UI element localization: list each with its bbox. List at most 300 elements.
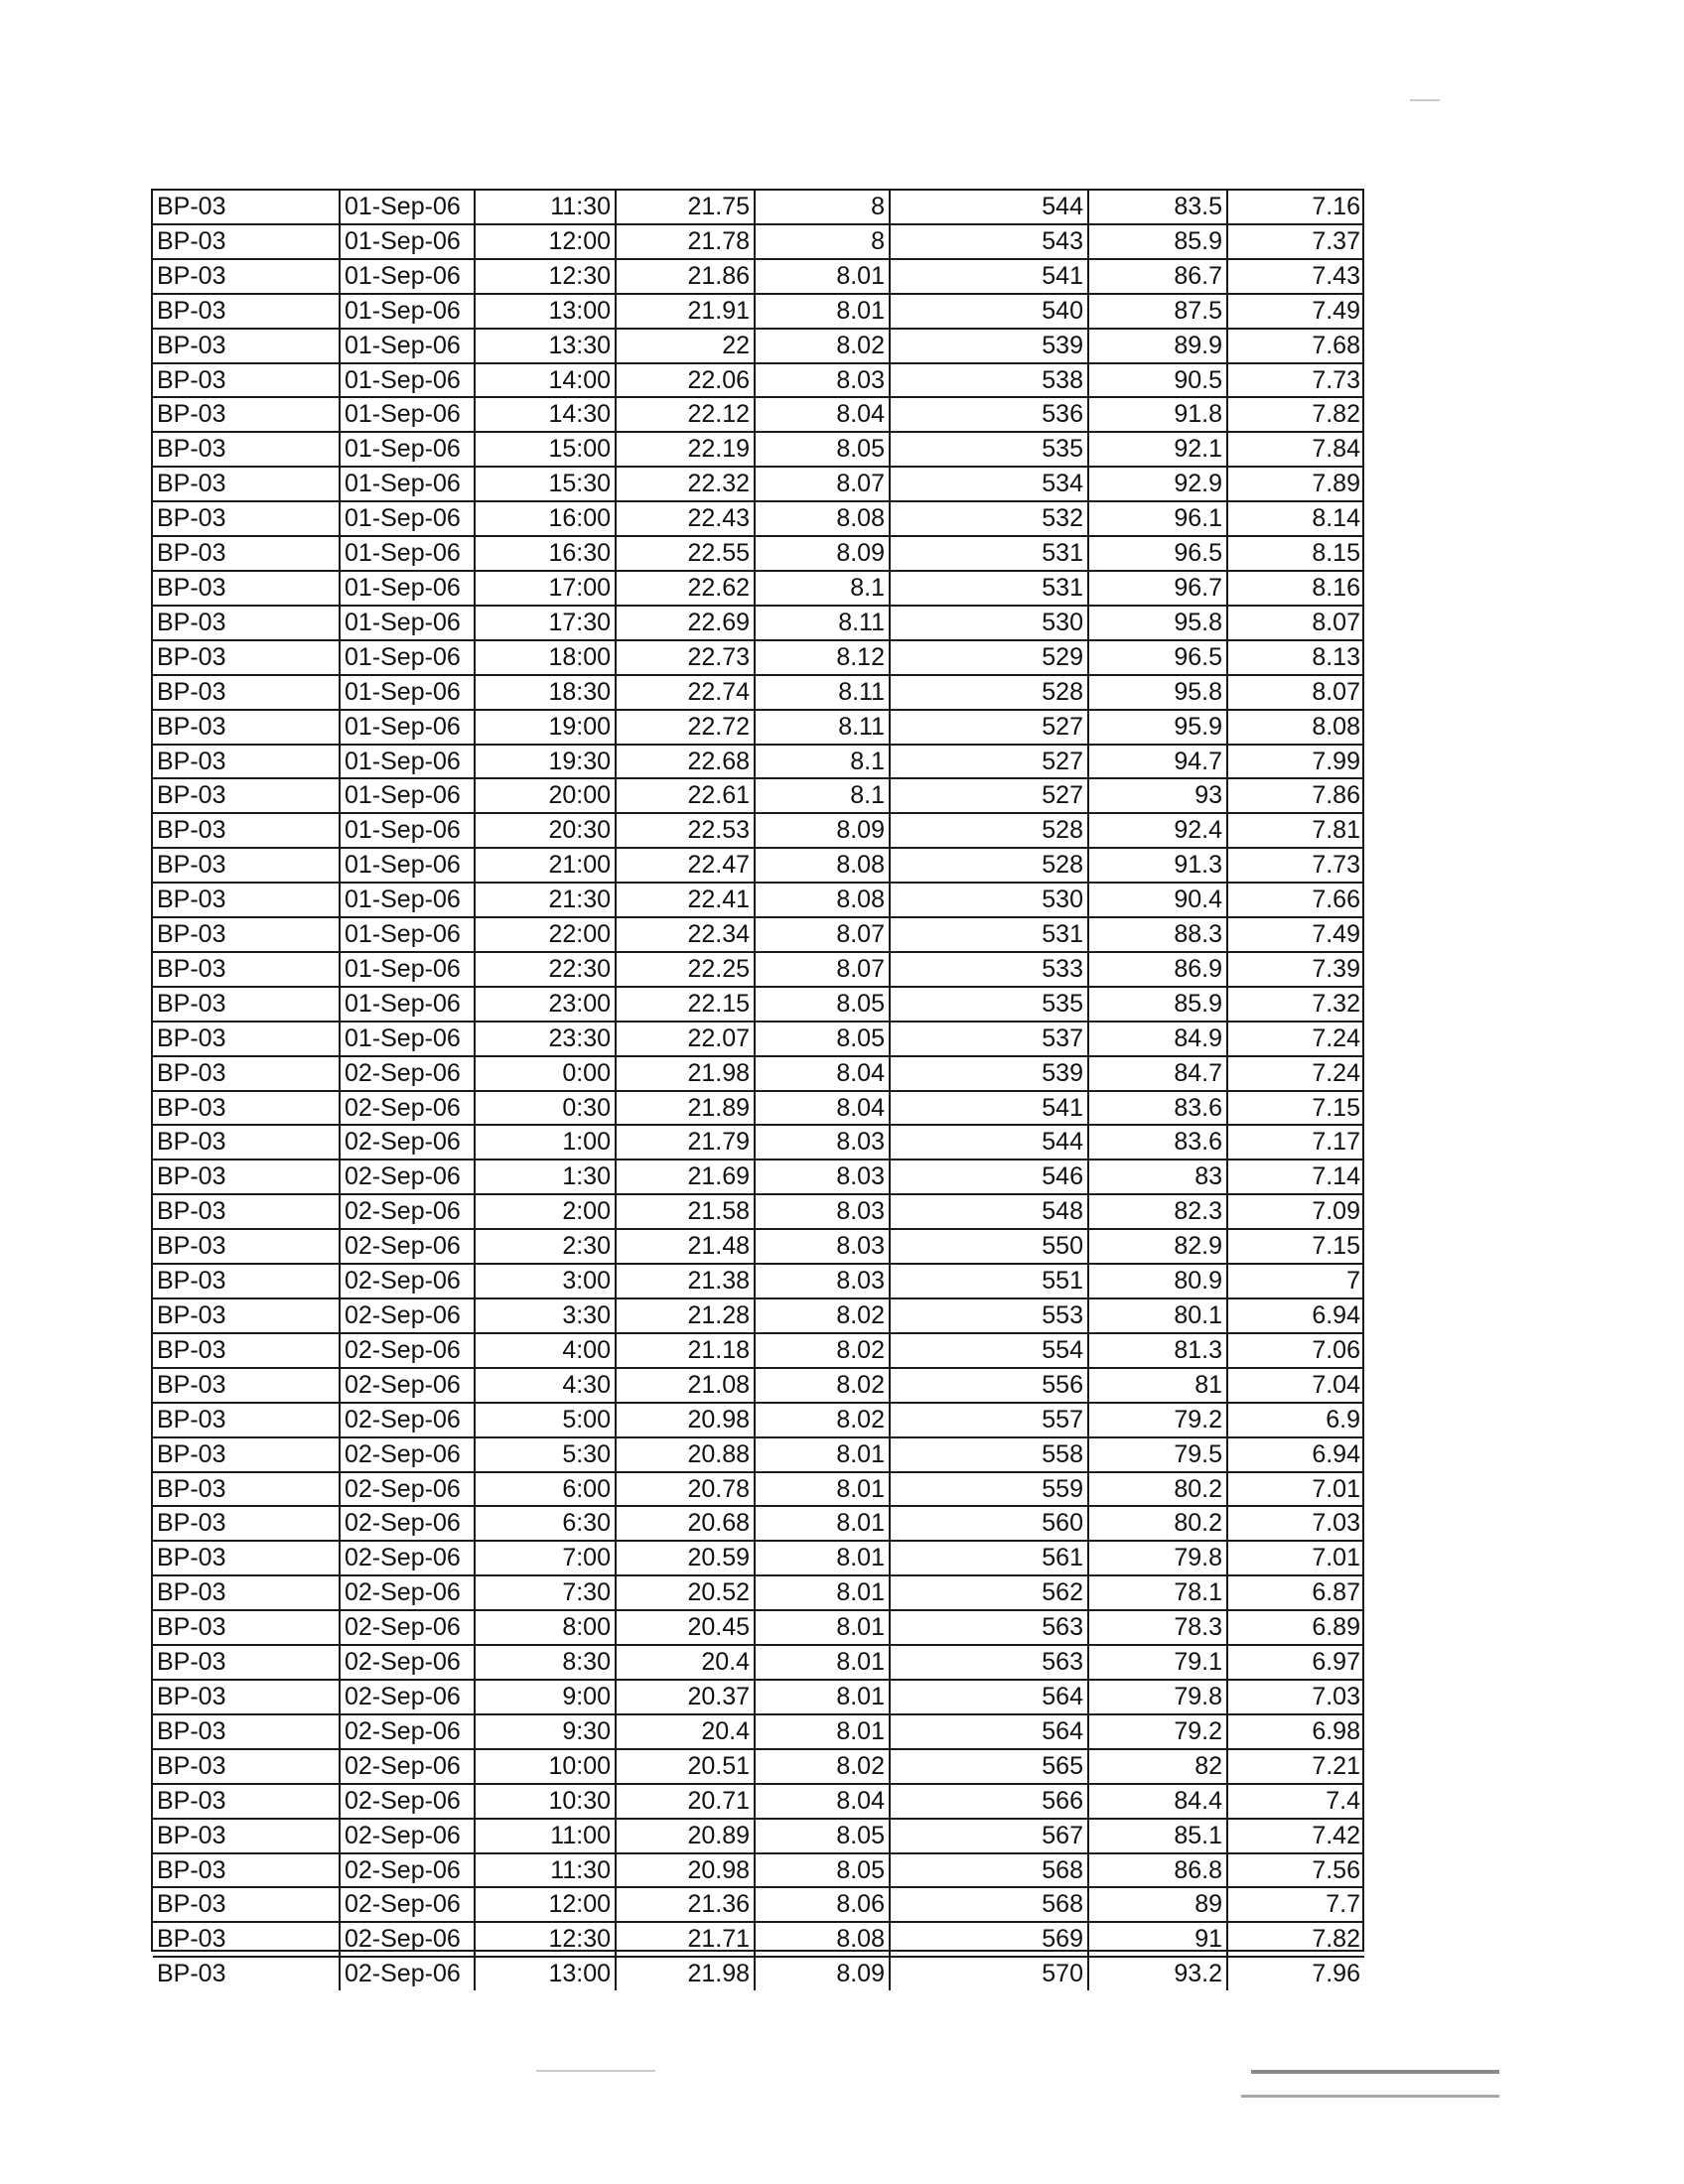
date-cell: 02-Sep-06 [340, 1333, 475, 1368]
site-cell: BP-03 [153, 1784, 340, 1819]
value-cell-4: 84.9 [1088, 1022, 1227, 1056]
time-cell: 20:00 [475, 778, 616, 813]
value-cell-1: 22.15 [616, 987, 755, 1022]
time-cell: 4:30 [475, 1368, 616, 1403]
value-cell-3: 563 [890, 1610, 1088, 1645]
value-cell-3: 531 [890, 536, 1088, 571]
value-cell-5: 8.07 [1227, 675, 1364, 710]
time-cell: 15:30 [475, 467, 616, 501]
site-cell: BP-03 [153, 1333, 340, 1368]
value-cell-1: 22.73 [616, 640, 755, 675]
site-cell: BP-03 [153, 1853, 340, 1888]
site-cell: BP-03 [153, 501, 340, 536]
value-cell-2: 8.01 [755, 1680, 890, 1714]
value-cell-1: 22.68 [616, 745, 755, 779]
site-cell: BP-03 [153, 1506, 340, 1541]
value-cell-3: 537 [890, 1022, 1088, 1056]
value-cell-1: 22.43 [616, 501, 755, 536]
value-cell-3: 568 [890, 1853, 1088, 1888]
value-cell-2: 8.11 [755, 675, 890, 710]
value-cell-1: 22.74 [616, 675, 755, 710]
date-cell: 01-Sep-06 [340, 675, 475, 710]
date-cell: 02-Sep-06 [340, 1056, 475, 1091]
value-cell-3: 531 [890, 571, 1088, 606]
site-cell: BP-03 [153, 1056, 340, 1091]
value-cell-2: 8.05 [755, 432, 890, 467]
value-cell-5: 7.03 [1227, 1680, 1364, 1714]
site-cell: BP-03 [153, 536, 340, 571]
date-cell: 01-Sep-06 [340, 536, 475, 571]
value-cell-4: 95.8 [1088, 675, 1227, 710]
value-cell-3: 528 [890, 848, 1088, 883]
value-cell-4: 90.4 [1088, 883, 1227, 917]
value-cell-2: 8.02 [755, 1368, 890, 1403]
value-cell-4: 79.1 [1088, 1645, 1227, 1680]
value-cell-1: 22.69 [616, 606, 755, 640]
table-row [153, 191, 1364, 224]
value-cell-5: 6.97 [1227, 1645, 1364, 1680]
site-cell: BP-03 [153, 432, 340, 467]
date-cell: 02-Sep-06 [340, 1229, 475, 1264]
date-cell: 01-Sep-06 [340, 606, 475, 640]
time-cell: 16:30 [475, 536, 616, 571]
site-cell: BP-03 [153, 1125, 340, 1160]
date-cell: 01-Sep-06 [340, 813, 475, 848]
value-cell-3: 531 [890, 917, 1088, 952]
time-cell: 11:30 [475, 1853, 616, 1888]
date-cell: 01-Sep-06 [340, 917, 475, 952]
site-cell: BP-03 [153, 1749, 340, 1784]
value-cell-4: 91.3 [1088, 848, 1227, 883]
value-cell-1: 21.75 [616, 191, 755, 224]
time-cell: 9:30 [475, 1714, 616, 1749]
site-cell: BP-03 [153, 1887, 340, 1922]
value-cell-2: 8.01 [755, 259, 890, 294]
value-cell-5: 6.94 [1227, 1298, 1364, 1333]
value-cell-4: 93.2 [1088, 1957, 1227, 1990]
value-cell-3: 535 [890, 432, 1088, 467]
value-cell-2: 8.08 [755, 501, 890, 536]
value-cell-2: 8.01 [755, 1472, 890, 1507]
site-cell: BP-03 [153, 1645, 340, 1680]
value-cell-5: 8.13 [1227, 640, 1364, 675]
table-row [153, 1784, 1364, 1819]
table-row [153, 1056, 1364, 1091]
data-table [153, 191, 1364, 1990]
time-cell: 11:00 [475, 1819, 616, 1853]
date-cell: 02-Sep-06 [340, 1610, 475, 1645]
value-cell-3: 562 [890, 1575, 1088, 1610]
value-cell-2: 8.02 [755, 1298, 890, 1333]
time-cell: 3:00 [475, 1264, 616, 1298]
date-cell: 01-Sep-06 [340, 710, 475, 745]
value-cell-4: 89.9 [1088, 329, 1227, 363]
site-cell: BP-03 [153, 1922, 340, 1957]
time-cell: 5:00 [475, 1403, 616, 1437]
table-row [153, 1091, 1364, 1126]
table-row [153, 1264, 1364, 1298]
value-cell-1: 22.07 [616, 1022, 755, 1056]
value-cell-5: 7.68 [1227, 329, 1364, 363]
time-cell: 2:00 [475, 1194, 616, 1229]
date-cell: 02-Sep-06 [340, 1749, 475, 1784]
table-row [153, 710, 1364, 745]
date-cell: 02-Sep-06 [340, 1680, 475, 1714]
value-cell-1: 21.86 [616, 259, 755, 294]
site-cell: BP-03 [153, 1403, 340, 1437]
site-cell: BP-03 [153, 397, 340, 432]
value-cell-3: 530 [890, 606, 1088, 640]
table-row [153, 329, 1364, 363]
value-cell-5: 7.24 [1227, 1022, 1364, 1056]
site-cell: BP-03 [153, 710, 340, 745]
date-cell: 01-Sep-06 [340, 397, 475, 432]
value-cell-3: 566 [890, 1784, 1088, 1819]
value-cell-5: 7.39 [1227, 952, 1364, 987]
table-row [153, 1575, 1364, 1610]
value-cell-4: 82.3 [1088, 1194, 1227, 1229]
table-row [153, 1333, 1364, 1368]
value-cell-4: 89 [1088, 1887, 1227, 1922]
value-cell-3: 569 [890, 1922, 1088, 1957]
value-cell-2: 8.01 [755, 1541, 890, 1575]
value-cell-5: 7.01 [1227, 1472, 1364, 1507]
value-cell-2: 8.01 [755, 1437, 890, 1472]
date-cell: 01-Sep-06 [340, 259, 475, 294]
value-cell-3: 534 [890, 467, 1088, 501]
value-cell-4: 86.8 [1088, 1853, 1227, 1888]
value-cell-5: 7.82 [1227, 1922, 1364, 1957]
date-cell: 01-Sep-06 [340, 745, 475, 779]
value-cell-2: 8.04 [755, 1784, 890, 1819]
table-row [153, 606, 1364, 640]
site-cell: BP-03 [153, 848, 340, 883]
date-cell: 02-Sep-06 [340, 1645, 475, 1680]
value-cell-3: 532 [890, 501, 1088, 536]
value-cell-4: 92.4 [1088, 813, 1227, 848]
value-cell-3: 529 [890, 640, 1088, 675]
value-cell-3: 527 [890, 745, 1088, 779]
value-cell-4: 79.5 [1088, 1437, 1227, 1472]
value-cell-3: 556 [890, 1368, 1088, 1403]
date-cell: 02-Sep-06 [340, 1403, 475, 1437]
time-cell: 12:30 [475, 259, 616, 294]
value-cell-5: 7.4 [1227, 1784, 1364, 1819]
value-cell-4: 78.3 [1088, 1610, 1227, 1645]
table-row [153, 363, 1364, 398]
value-cell-3: 560 [890, 1506, 1088, 1541]
value-cell-5: 8.08 [1227, 710, 1364, 745]
value-cell-5: 7.06 [1227, 1333, 1364, 1368]
value-cell-1: 21.48 [616, 1229, 755, 1264]
site-cell: BP-03 [153, 467, 340, 501]
table-row [153, 1853, 1364, 1888]
value-cell-2: 8.1 [755, 778, 890, 813]
site-cell: BP-03 [153, 1541, 340, 1575]
value-cell-4: 78.1 [1088, 1575, 1227, 1610]
time-cell: 0:30 [475, 1091, 616, 1126]
value-cell-5: 7.7 [1227, 1887, 1364, 1922]
site-cell: BP-03 [153, 363, 340, 398]
site-cell: BP-03 [153, 1160, 340, 1194]
table-row [153, 1610, 1364, 1645]
date-cell: 02-Sep-06 [340, 1506, 475, 1541]
value-cell-3: 550 [890, 1229, 1088, 1264]
value-cell-5: 7.89 [1227, 467, 1364, 501]
table-row [153, 1922, 1364, 1957]
value-cell-5: 6.98 [1227, 1714, 1364, 1749]
table-row [153, 1298, 1364, 1333]
value-cell-1: 22.55 [616, 536, 755, 571]
value-cell-1: 20.71 [616, 1784, 755, 1819]
date-cell: 01-Sep-06 [340, 294, 475, 329]
value-cell-5: 8.07 [1227, 606, 1364, 640]
value-cell-3: 546 [890, 1160, 1088, 1194]
value-cell-4: 83.5 [1088, 191, 1227, 224]
value-cell-4: 82 [1088, 1749, 1227, 1784]
value-cell-2: 8.06 [755, 1887, 890, 1922]
value-cell-3: 561 [890, 1541, 1088, 1575]
table-row [153, 1160, 1364, 1194]
value-cell-4: 81 [1088, 1368, 1227, 1403]
value-cell-4: 93 [1088, 778, 1227, 813]
value-cell-2: 8.03 [755, 1229, 890, 1264]
site-cell: BP-03 [153, 1437, 340, 1472]
value-cell-4: 80.2 [1088, 1506, 1227, 1541]
table-row [153, 294, 1364, 329]
value-cell-5: 6.87 [1227, 1575, 1364, 1610]
value-cell-3: 563 [890, 1645, 1088, 1680]
value-cell-4: 80.2 [1088, 1472, 1227, 1507]
value-cell-5: 7.04 [1227, 1368, 1364, 1403]
value-cell-2: 8.02 [755, 329, 890, 363]
value-cell-1: 20.88 [616, 1437, 755, 1472]
time-cell: 7:30 [475, 1575, 616, 1610]
site-cell: BP-03 [153, 1194, 340, 1229]
value-cell-3: 528 [890, 675, 1088, 710]
value-cell-5: 7.73 [1227, 848, 1364, 883]
date-cell: 01-Sep-06 [340, 987, 475, 1022]
value-cell-4: 92.9 [1088, 467, 1227, 501]
value-cell-1: 22.34 [616, 917, 755, 952]
time-cell: 1:00 [475, 1125, 616, 1160]
value-cell-2: 8.07 [755, 952, 890, 987]
value-cell-1: 22.12 [616, 397, 755, 432]
table-row [153, 675, 1364, 710]
site-cell: BP-03 [153, 745, 340, 779]
value-cell-3: 554 [890, 1333, 1088, 1368]
value-cell-4: 81.3 [1088, 1333, 1227, 1368]
value-cell-3: 544 [890, 191, 1088, 224]
site-cell: BP-03 [153, 1091, 340, 1126]
date-cell: 02-Sep-06 [340, 1541, 475, 1575]
time-cell: 13:00 [475, 294, 616, 329]
value-cell-2: 8.04 [755, 1056, 890, 1091]
value-cell-5: 6.9 [1227, 1403, 1364, 1437]
table-row [153, 501, 1364, 536]
value-cell-5: 7.21 [1227, 1749, 1364, 1784]
value-cell-1: 22.61 [616, 778, 755, 813]
time-cell: 21:00 [475, 848, 616, 883]
site-cell: BP-03 [153, 987, 340, 1022]
date-cell: 01-Sep-06 [340, 467, 475, 501]
time-cell: 0:00 [475, 1056, 616, 1091]
table-row [153, 1437, 1364, 1472]
site-cell: BP-03 [153, 1714, 340, 1749]
time-cell: 10:00 [475, 1749, 616, 1784]
value-cell-3: 527 [890, 710, 1088, 745]
value-cell-3: 544 [890, 1125, 1088, 1160]
site-cell: BP-03 [153, 329, 340, 363]
value-cell-1: 21.78 [616, 224, 755, 259]
site-cell: BP-03 [153, 640, 340, 675]
table-row [153, 1506, 1364, 1541]
value-cell-2: 8.01 [755, 1610, 890, 1645]
value-cell-2: 8.05 [755, 987, 890, 1022]
site-cell: BP-03 [153, 1229, 340, 1264]
date-cell: 01-Sep-06 [340, 848, 475, 883]
date-cell: 02-Sep-06 [340, 1264, 475, 1298]
table-row [153, 1957, 1364, 1990]
value-cell-1: 21.91 [616, 294, 755, 329]
site-cell: BP-03 [153, 571, 340, 606]
site-cell: BP-03 [153, 1575, 340, 1610]
value-cell-4: 80.9 [1088, 1264, 1227, 1298]
value-cell-5: 7.99 [1227, 745, 1364, 779]
value-cell-5: 7.49 [1227, 917, 1364, 952]
value-cell-4: 94.7 [1088, 745, 1227, 779]
value-cell-3: 567 [890, 1819, 1088, 1853]
data-table-frame [151, 189, 1364, 1988]
date-cell: 02-Sep-06 [340, 1922, 475, 1957]
time-cell: 19:30 [475, 745, 616, 779]
value-cell-3: 539 [890, 329, 1088, 363]
time-cell: 23:00 [475, 987, 616, 1022]
value-cell-1: 21.89 [616, 1091, 755, 1126]
time-cell: 8:30 [475, 1645, 616, 1680]
value-cell-1: 20.4 [616, 1645, 755, 1680]
value-cell-5: 7.01 [1227, 1541, 1364, 1575]
value-cell-5: 7.37 [1227, 224, 1364, 259]
table-row [153, 397, 1364, 432]
date-cell: 01-Sep-06 [340, 1022, 475, 1056]
value-cell-3: 564 [890, 1714, 1088, 1749]
value-cell-5: 7.16 [1227, 191, 1364, 224]
date-cell: 02-Sep-06 [340, 1368, 475, 1403]
value-cell-1: 22.32 [616, 467, 755, 501]
table-row [153, 1403, 1364, 1437]
time-cell: 17:30 [475, 606, 616, 640]
time-cell: 22:00 [475, 917, 616, 952]
table-row [153, 1887, 1364, 1922]
date-cell: 02-Sep-06 [340, 1091, 475, 1126]
value-cell-1: 21.71 [616, 1922, 755, 1957]
time-cell: 12:00 [475, 1887, 616, 1922]
value-cell-2: 8.07 [755, 917, 890, 952]
value-cell-2: 8.05 [755, 1022, 890, 1056]
value-cell-2: 8.08 [755, 1922, 890, 1957]
date-cell: 01-Sep-06 [340, 191, 475, 224]
table-row [153, 813, 1364, 848]
value-cell-2: 8.11 [755, 606, 890, 640]
value-cell-1: 20.98 [616, 1853, 755, 1888]
table-row [153, 952, 1364, 987]
value-cell-5: 7.14 [1227, 1160, 1364, 1194]
value-cell-2: 8.03 [755, 363, 890, 398]
value-cell-1: 20.37 [616, 1680, 755, 1714]
value-cell-4: 95.9 [1088, 710, 1227, 745]
time-cell: 16:00 [475, 501, 616, 536]
value-cell-5: 6.89 [1227, 1610, 1364, 1645]
site-cell: BP-03 [153, 917, 340, 952]
value-cell-3: 541 [890, 259, 1088, 294]
value-cell-1: 22 [616, 329, 755, 363]
value-cell-3: 541 [890, 1091, 1088, 1126]
scan-speck [1241, 2095, 1499, 2098]
value-cell-4: 79.8 [1088, 1680, 1227, 1714]
value-cell-1: 20.68 [616, 1506, 755, 1541]
value-cell-1: 20.89 [616, 1819, 755, 1853]
value-cell-2: 8.1 [755, 745, 890, 779]
table-row [153, 640, 1364, 675]
value-cell-3: 551 [890, 1264, 1088, 1298]
table-body [153, 191, 1364, 1990]
table-row [153, 1680, 1364, 1714]
value-cell-3: 553 [890, 1298, 1088, 1333]
value-cell-3: 536 [890, 397, 1088, 432]
value-cell-4: 91.8 [1088, 397, 1227, 432]
value-cell-5: 8.15 [1227, 536, 1364, 571]
value-cell-3: 558 [890, 1437, 1088, 1472]
site-cell: BP-03 [153, 224, 340, 259]
value-cell-1: 21.18 [616, 1333, 755, 1368]
date-cell: 01-Sep-06 [340, 883, 475, 917]
value-cell-2: 8.01 [755, 294, 890, 329]
time-cell: 18:30 [475, 675, 616, 710]
time-cell: 9:00 [475, 1680, 616, 1714]
value-cell-4: 85.9 [1088, 987, 1227, 1022]
value-cell-4: 79.8 [1088, 1541, 1227, 1575]
value-cell-1: 20.45 [616, 1610, 755, 1645]
time-cell: 18:00 [475, 640, 616, 675]
table-row [153, 571, 1364, 606]
time-cell: 8:00 [475, 1610, 616, 1645]
value-cell-5: 7.03 [1227, 1506, 1364, 1541]
time-cell: 19:00 [475, 710, 616, 745]
site-cell: BP-03 [153, 1472, 340, 1507]
value-cell-4: 90.5 [1088, 363, 1227, 398]
value-cell-1: 22.72 [616, 710, 755, 745]
value-cell-1: 21.58 [616, 1194, 755, 1229]
value-cell-5: 7.49 [1227, 294, 1364, 329]
value-cell-2: 8.11 [755, 710, 890, 745]
value-cell-5: 7.96 [1312, 1960, 1360, 1988]
value-cell-4: 82.9 [1088, 1229, 1227, 1264]
value-cell-4: 95.8 [1088, 606, 1227, 640]
table-row [153, 1368, 1364, 1403]
time-cell: 21:30 [475, 883, 616, 917]
value-cell-2: 8.08 [755, 883, 890, 917]
value-cell-3: 570 [890, 1957, 1088, 1990]
time-cell: 14:30 [475, 397, 616, 432]
date-cell: 02-Sep-06 [340, 1887, 475, 1922]
time-cell: 10:30 [475, 1784, 616, 1819]
site-cell: BP-03 [153, 675, 340, 710]
value-cell-2: 8.01 [755, 1645, 890, 1680]
date-cell: 01-Sep-06 [340, 432, 475, 467]
value-cell-2: 8.05 [755, 1819, 890, 1853]
value-cell-3: 535 [890, 987, 1088, 1022]
